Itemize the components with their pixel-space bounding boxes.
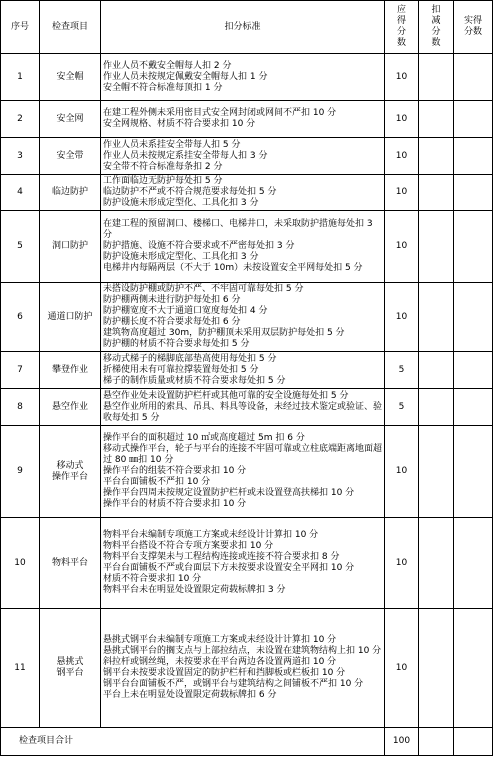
row-item: 通道口防护: [40, 283, 101, 352]
row-standard: 悬空作业处未设置防护栏杆或其他可靠的安全设施每处扣 5 分 悬空作业所用的索具、吊具、料具等设备，未经过技术鉴定或验证、验收每处扣 5 分: [101, 389, 385, 426]
header-no: 序号: [1, 1, 40, 54]
row-actual[interactable]: [454, 283, 493, 352]
row-score: 5: [385, 389, 419, 426]
row-item: 移动式 操作平台: [40, 426, 101, 518]
row-actual[interactable]: [454, 101, 493, 138]
total-deduction[interactable]: [419, 728, 454, 756]
row-actual[interactable]: [454, 518, 493, 609]
total-label: 检查项目合计: [1, 728, 385, 756]
row-deduction[interactable]: [419, 426, 454, 518]
row-no: 9: [1, 426, 40, 518]
row-deduction[interactable]: [419, 609, 454, 728]
table-row: [1, 211, 493, 283]
row-no: 5: [1, 211, 40, 283]
row-standard: 在建工程外侧未采用密目式安全网封闭或网间不严扣 10 分 安全网规格、材质不符合要求扣 10 分: [101, 101, 385, 138]
header-standard: 扣分标准: [101, 1, 385, 54]
row-deduction[interactable]: [419, 138, 454, 175]
row-actual[interactable]: [454, 389, 493, 426]
row-score: 10: [385, 609, 419, 728]
row-deduction[interactable]: [419, 175, 454, 211]
table-row: [1, 283, 493, 352]
row-no: 6: [1, 283, 40, 352]
row-score: 10: [385, 54, 419, 101]
row-no: 1: [1, 54, 40, 101]
row-actual[interactable]: [454, 54, 493, 101]
row-item: 物料平台: [40, 518, 101, 609]
row-item: 临边防护: [40, 175, 101, 211]
header-item: 检查项目: [40, 1, 101, 54]
header-deduction: 扣 减 分 数: [419, 1, 454, 54]
row-standard: 移动式梯子的梯脚底部垫高使用每处扣 5 分 折梯使用未有可靠拉撑装置每处扣 5 分 梯子的制作质量或材质不符合要求每处扣 5 分: [101, 352, 385, 389]
row-score: 10: [385, 518, 419, 609]
row-standard: 作业人员不戴安全帽每人扣 2 分 作业人员未按规定佩戴安全帽每人扣 1 分 安全帽不符合标准每顶扣 1 分: [101, 54, 385, 101]
row-actual[interactable]: [454, 138, 493, 175]
table-row: [1, 352, 493, 389]
table-row: [1, 101, 493, 138]
row-item: 安全帽: [40, 54, 101, 101]
row-score: 5: [385, 352, 419, 389]
table-row: [1, 138, 493, 175]
row-deduction[interactable]: [419, 352, 454, 389]
row-item: 洞口防护: [40, 211, 101, 283]
row-deduction[interactable]: [419, 101, 454, 138]
row-no: 8: [1, 389, 40, 426]
row-no: 10: [1, 518, 40, 609]
row-score: 10: [385, 283, 419, 352]
row-deduction[interactable]: [419, 283, 454, 352]
row-score: 10: [385, 138, 419, 175]
row-no: 3: [1, 138, 40, 175]
row-score: 10: [385, 211, 419, 283]
row-item: 悬挑式 钢平台: [40, 609, 101, 728]
row-deduction[interactable]: [419, 389, 454, 426]
total-row: [1, 728, 493, 756]
table-row: [1, 175, 493, 211]
row-standard: 物料平台未编制专项施工方案或未经设计计算扣 10 分 物料平台搭设不符合专项方案要求扣 10 分 物料平台支撑架未与工程结构连接或连接不符合要求扣 8 分 平台台面铺板不严或台面层下方未按要求设置安全平网扣 10 分 材质不符合要求扣 10 分 物料平台未在明显处设置限定荷载标牌扣 3 分: [101, 518, 385, 609]
row-item: 安全带: [40, 138, 101, 175]
row-standard: 悬挑式钢平台未编制专项施工方案或未经设计计算扣 10 分 悬挑式钢平台的搁支点与上部拉结点，未设置在建筑物结构上扣 10 分 斜拉杆或钢丝绳，未按要求在平台两边各设置两道扣 10 分 钢平台未按要求设置固定的防护栏杆和挡脚板或栏板扣 10 分 钢平台台面铺板不严，或钢平台与建筑结构之间铺板不严扣 10 分 平台上未在明显处设置限定荷载标牌扣 6 分: [101, 609, 385, 728]
row-score: 10: [385, 101, 419, 138]
row-actual[interactable]: [454, 609, 493, 728]
row-standard: 作业人员未系挂安全带每人扣 5 分 作业人员未按规定系挂安全带每人扣 3 分 安全带不符合标准每条扣 2 分: [101, 138, 385, 175]
row-deduction[interactable]: [419, 211, 454, 283]
row-standard: 未搭设防护棚或防护不严、不牢固可靠每处扣 5 分 防护棚两侧未进行防护每处扣 6 分 防护棚宽度不大于通道口宽度每处扣 4 分 防护棚长度不符合要求每处扣 6 分 建筑物高度超过 30m，防护棚顶未采用双层防护每处扣 5 分 防护棚的材质不符合要求每处扣 5 分: [101, 283, 385, 352]
row-item: 安全网: [40, 101, 101, 138]
row-actual[interactable]: [454, 426, 493, 518]
row-no: 2: [1, 101, 40, 138]
row-standard: 在建工程的预留洞口、楼梯口、电梯井口，未采取防护措施每处扣 3 分 防护措施、设施不符合要求或不严密每处扣 3 分 防护设施未形成定型化、工具化扣 3 分 电梯井内每隔两层（不大于 10m）未按设置安全平网每处扣 5 分: [101, 211, 385, 283]
row-actual[interactable]: [454, 352, 493, 389]
row-no: 4: [1, 175, 40, 211]
row-item: 悬空作业: [40, 389, 101, 426]
row-no: 7: [1, 352, 40, 389]
row-standard: 操作平台的面积超过 10 ㎡或高度超过 5m 扣 6 分 移动式操作平台，轮子与平台的连接不牢固可靠或立柱底端距离地面超过 80 ㎜扣 10 分 操作平台的组装不符合要求扣 10 分 平台台面铺板不严扣 10 分 操作平台四周未按规定设置防护栏杆或未设置登高扶梯扣 10 分 操作平台的材质不符合要求扣 10 分: [101, 426, 385, 518]
total-actual[interactable]: [454, 728, 493, 756]
row-standard: 工作面临边无防护每处扣 5 分 临边防护不严或不符合规范要求每处扣 5 分 防护设施未形成定型化、工具化扣 3 分: [101, 175, 385, 211]
row-no: 11: [1, 609, 40, 728]
row-actual[interactable]: [454, 211, 493, 283]
header-full-score: 应 得 分 数: [385, 1, 419, 54]
row-deduction[interactable]: [419, 54, 454, 101]
row-deduction[interactable]: [419, 518, 454, 609]
table-row: [1, 609, 493, 728]
row-score: 10: [385, 175, 419, 211]
header-actual: 实得 分数: [454, 1, 493, 54]
table-row: [1, 389, 493, 426]
row-actual[interactable]: [454, 175, 493, 211]
total-score: 100: [385, 728, 419, 756]
table-header-row: [1, 1, 493, 54]
table-row: [1, 54, 493, 101]
row-score: 10: [385, 426, 419, 518]
table-row: [1, 426, 493, 518]
row-item: 攀登作业: [40, 352, 101, 389]
table-row: [1, 518, 493, 609]
